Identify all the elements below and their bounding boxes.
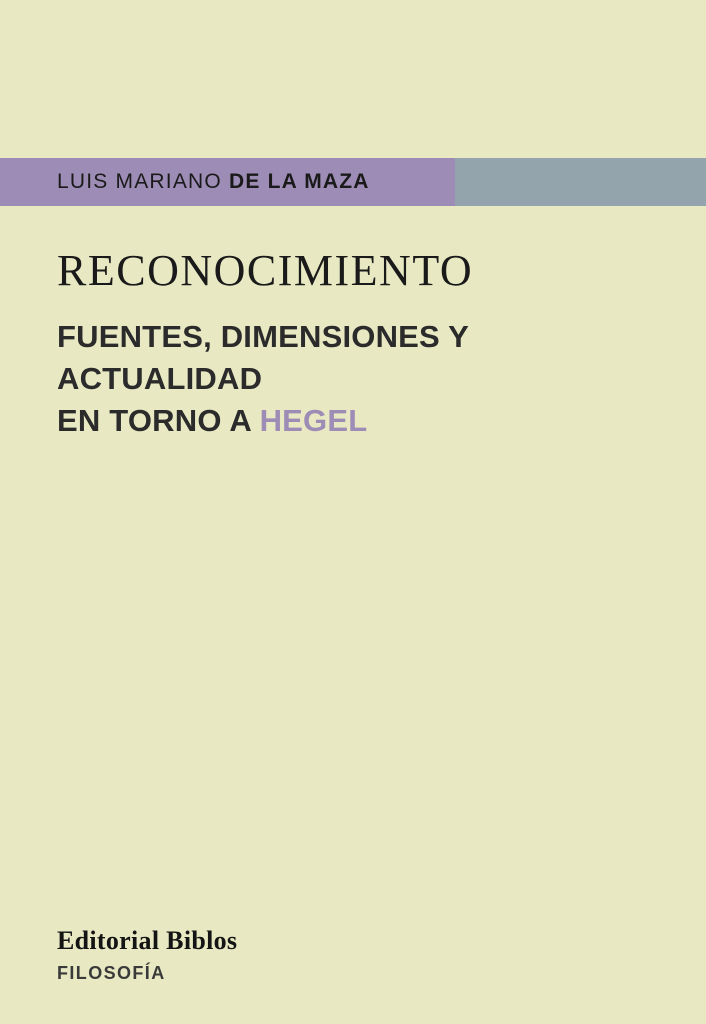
subtitle-highlight-hegel: HEGEL <box>259 402 368 438</box>
subtitle-line-1: FUENTES, DIMENSIONES Y ACTUALIDAD <box>57 319 469 397</box>
book-subtitle <box>57 316 647 442</box>
author-band-grey <box>455 158 706 206</box>
author-last-name: DE LA MAZA <box>228 170 370 193</box>
publisher-name: Editorial Biblos <box>57 926 238 955</box>
author-name <box>57 170 370 194</box>
collection-name: FILOSOFÍA <box>57 963 166 983</box>
author-band <box>0 158 706 206</box>
author-band-purple <box>0 158 455 206</box>
author-first-names: LUIS MARIANO <box>57 170 229 193</box>
subtitle-line-2-prefix: EN TORNO A <box>57 402 260 438</box>
title-block <box>57 248 647 442</box>
book-title: RECONOCIMIENTO <box>57 246 474 295</box>
publisher-block <box>57 928 237 984</box>
